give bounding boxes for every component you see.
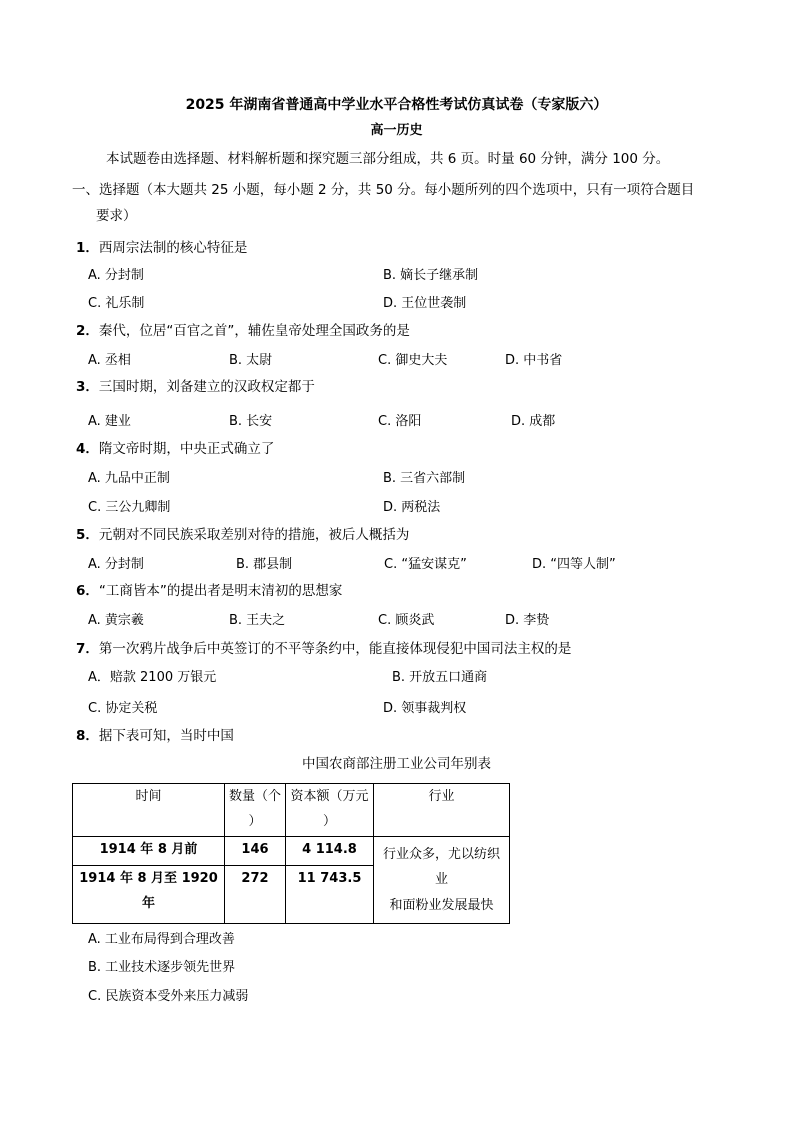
question-number: 4．: [76, 441, 99, 457]
question-7: [76, 643, 571, 657]
header-capital: [286, 784, 374, 837]
industry-line-1: 行业众多，尤以纺织: [382, 846, 500, 862]
q1-option-c[interactable]: C. 礼乐制: [88, 296, 145, 311]
q7-option-d[interactable]: D. 领事裁判权: [383, 701, 467, 716]
table-header-row: [73, 784, 510, 837]
q4-option-b[interactable]: B. 三省六部制: [383, 471, 466, 486]
section-heading-line2: 要求）: [96, 208, 137, 224]
question-stem: 秦代，位居“百官之首”，辅佐皇帝处理全国政务的是: [98, 323, 410, 339]
question-number: 6．: [76, 583, 99, 599]
cell-industry: [374, 837, 510, 924]
header-count-part1: 数量（个: [228, 789, 281, 804]
q6-option-c[interactable]: C. 顾炎武: [378, 613, 435, 628]
q8-option-b[interactable]: B. 工业技术逐步领先世界: [88, 960, 236, 975]
header-count-part2: ）: [248, 814, 262, 830]
question-number: 3．: [76, 379, 99, 395]
exam-subject: 高一历史: [370, 123, 423, 138]
q4-option-d[interactable]: D. 两税法: [383, 500, 441, 515]
question-number: 1．: [76, 240, 99, 256]
q2-option-a[interactable]: A. 丞相: [88, 353, 131, 368]
question-stem: 元朝对不同民族采取差别对待的措施，被后人概括为: [98, 527, 410, 543]
q8-option-a[interactable]: A. 工业布局得到合理改善: [88, 932, 235, 947]
q2-option-b[interactable]: B. 太尉: [229, 353, 273, 368]
q5-option-d[interactable]: D. “四等人制”: [532, 557, 616, 572]
q6-option-a[interactable]: A. 黄宗羲: [88, 613, 144, 628]
question-2: [76, 325, 410, 339]
question-8: [76, 730, 234, 744]
header-capital-part2: ）: [322, 814, 336, 830]
q4-option-a[interactable]: A. 九品中正制: [88, 471, 170, 486]
question-stem: 隋文帝时期，中央正式确立了: [98, 441, 275, 457]
header-industry: 行业: [374, 784, 510, 837]
question-stem: 据下表可知，当时中国: [98, 728, 234, 744]
q3-option-d[interactable]: D. 成都: [511, 414, 556, 429]
cell-count: 146: [225, 837, 286, 866]
cell-capital: 11 743.5: [286, 866, 374, 924]
header-count: [225, 784, 286, 837]
q1-option-d[interactable]: D. 王位世袭制: [383, 296, 467, 311]
q1-option-a[interactable]: A. 分封制: [88, 268, 144, 283]
q2-option-c[interactable]: C. 御史大夫: [378, 353, 448, 368]
q1-option-b[interactable]: B. 嫡长子继承制: [383, 268, 479, 283]
q4-option-c[interactable]: C. 三公九卿制: [88, 500, 171, 515]
q3-option-b[interactable]: B. 长安: [229, 414, 273, 429]
q7-option-b[interactable]: B. 开放五口通商: [392, 670, 488, 685]
question-stem: “工商皆本”的提出者是明末清初的思想家: [98, 583, 343, 599]
q3-option-a[interactable]: A. 建业: [88, 414, 131, 429]
cell-count: 272: [225, 866, 286, 924]
q5-option-b[interactable]: B. 郡县制: [236, 557, 293, 572]
question-4: [76, 443, 274, 457]
q5-option-c[interactable]: C. “猛安谋克”: [384, 557, 467, 572]
question-stem: 三国时期，刘备建立的汉政权定都于: [98, 379, 315, 395]
question-3: [76, 381, 315, 395]
question-5: [76, 529, 409, 543]
q2-option-d[interactable]: D. 中书省: [505, 353, 563, 368]
question-number: 7．: [76, 641, 99, 657]
question-number: 2．: [76, 323, 99, 339]
cell-time: 1914 年 8 月至 1920 年: [73, 866, 225, 924]
q5-option-a[interactable]: A. 分封制: [88, 557, 144, 572]
cell-time: 1914 年 8 月前: [73, 837, 225, 866]
q6-option-d[interactable]: D. 李贽: [505, 613, 550, 628]
exam-intro: 本试题卷由选择题、材料解析题和探究题三部分组成，共 6 页。时量 60 分钟，满分 100 分。: [106, 151, 670, 167]
table-row: [73, 837, 510, 866]
header-capital-part1: 资本额（万元: [290, 789, 369, 804]
question-number: 8．: [76, 728, 99, 744]
question-1: [76, 242, 247, 256]
table-caption: 中国农商部注册工业公司年别表: [302, 756, 491, 772]
q3-option-c[interactable]: C. 洛阳: [378, 414, 422, 429]
q6-option-b[interactable]: B. 王夫之: [229, 613, 286, 628]
industry-line-3: 和面粉业发展最快: [389, 897, 494, 913]
q7-option-a[interactable]: A．赔款 2100 万银元: [88, 670, 217, 685]
question-6: [76, 585, 342, 599]
q8-option-c[interactable]: C. 民族资本受外来压力减弱: [88, 989, 249, 1004]
industry-table: [72, 783, 510, 924]
industry-line-2: 业: [434, 872, 448, 888]
q7-option-c[interactable]: C. 协定关税: [88, 701, 158, 716]
question-number: 5．: [76, 527, 99, 543]
question-stem: 西周宗法制的核心特征是: [98, 240, 248, 256]
cell-capital: 4 114.8: [286, 837, 374, 866]
exam-title: 2025 年湖南省普通高中学业水平合格性考试仿真试卷（专家版六）: [185, 97, 608, 113]
question-stem: 第一次鸦片战争后中英签订的不平等条约中，能直接体现侵犯中国司法主权的是: [98, 641, 572, 657]
header-time: 时间: [73, 784, 225, 837]
section-heading-line1: 一、选择题（本大题共 25 小题，每小题 2 分，共 50 分。每小题所列的四个选项中，只有一项符合题目: [72, 182, 695, 198]
